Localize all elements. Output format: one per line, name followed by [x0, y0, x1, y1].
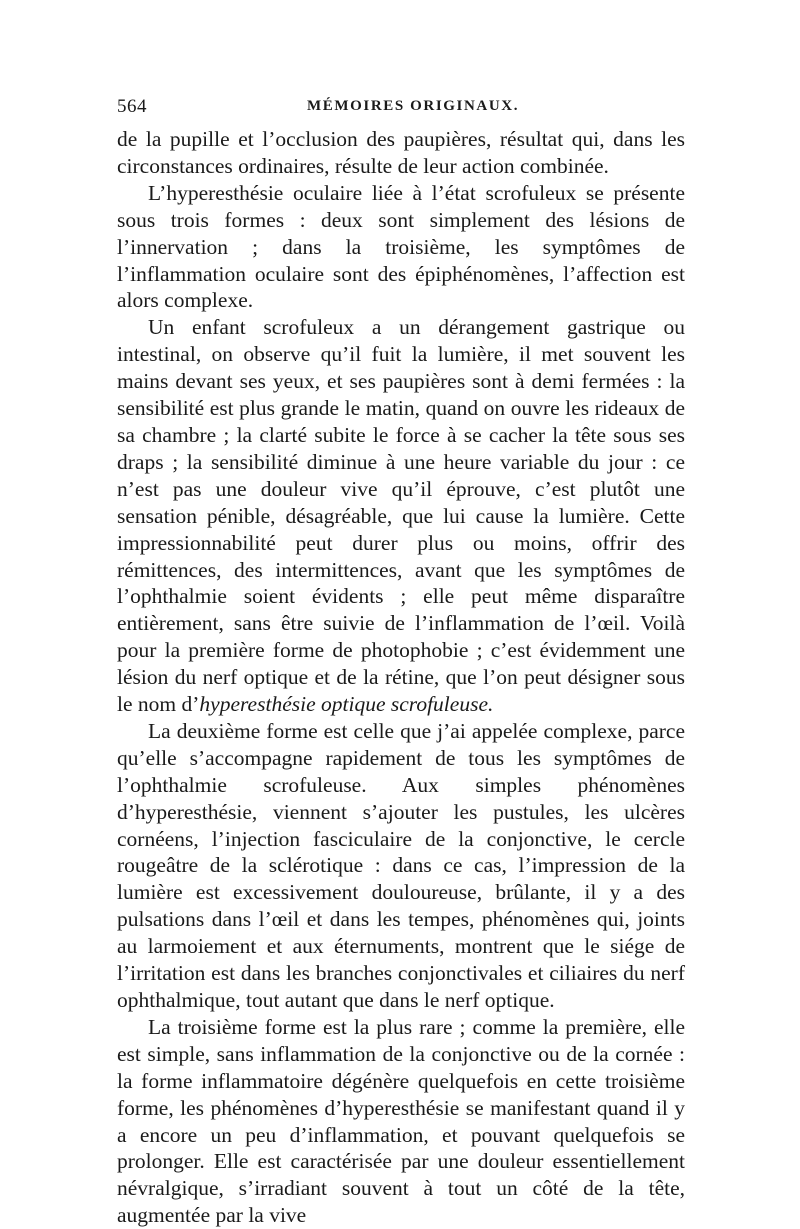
paragraph-three-forms: L’hyperesthésie oculaire liée à l’état scrofuleux se présente sous trois formes : deux sont simplement des lésions de l’innervation ; dans la troisième, les symptômes de l’inflammation oculaire sont des épiphénomènes, l’affection est alors complexe. [117, 180, 685, 313]
page-body [117, 126, 685, 1229]
paragraph-third-form: La troisième forme est la plus rare ; comme la première, elle est simple, sans inflammation de la conjonctive ou de la cornée : la forme inflammatoire dégénère quelquefois en cette troisième forme, les phénomènes d’hyperesthésie se manifestant quand il y a encore un peu d’inflammation, et pouvant quelquefois se prolonger. Elle est caractérisée par une douleur essentiellement névralgique, s’irradiant souvent à tout un côté de la tête, augmentée par la vive [117, 1014, 685, 1228]
paragraph-continuation: de la pupille et l’occlusion des paupières, résultat qui, dans les circonstances ordinaires, résulte de leur action combinée. [117, 127, 685, 178]
italic-term: hyperesthésie optique scrofuleuse. [199, 692, 494, 717]
page-number: 564 [117, 96, 147, 117]
paragraph-second-form: La deuxième forme est celle que j’ai appelée complexe, parce qu’elle s’accompagne rapidement de tous les symptômes de l’ophthalmie scrofuleuse. Aux simples phénomènes d’hyperesthésie, viennent s’ajouter les pustules, les ulcères cornéens, l’injection fasciculaire de la conjonctive, le cercle rougeâtre de la sclérotique : dans ce cas, l’impression de la lumière est excessivement douloureuse, brûlante, il y a des pulsations dans l’œil et dans les tempes, phénomènes qui, joints au larmoiement et aux éternuments, montrent que le siége de l’irritation est dans les branches conjonctivales et ciliaires du nerf ophthalmique, tout autant que dans le nerf optique. [117, 718, 685, 1012]
running-title: MÉMOIRES ORIGINAUX. [307, 98, 520, 114]
paragraph-first-form-text: Un enfant scrofuleux a un dérangement gastrique ou intestinal, on observe qu’il fuit la lumière, il met souvent les mains devant ses yeux, et ses paupières sont à demi fermées : la sensibilité est plus grande le matin, quand on ouvre les rideaux de sa chambre ; la clarté subite le force à se cacher la tête sous ses draps ; la sensibilité diminue à une heure variable du jour : ce n’est pas une douleur vive qu’il éprouve, c’est plutôt une sensation pénible, désagréable, que lui cause la lumière. Cette impressionnabilité peut durer plus ou moins, offrir des rémittences, des intermittences, avant que les symptômes de l’ophthalmie soient évidents ; elle peut même disparaître entièrement, sans être suivie de l’inflammation de l’œil. Voilà pour la première forme de photophobie ; c’est évidemment une lésion du nerf optique et de la rétine, que l’on peut désigner sous le nom d’ [117, 315, 685, 717]
paragraph-first-form [117, 314, 685, 718]
page-header [117, 96, 707, 120]
